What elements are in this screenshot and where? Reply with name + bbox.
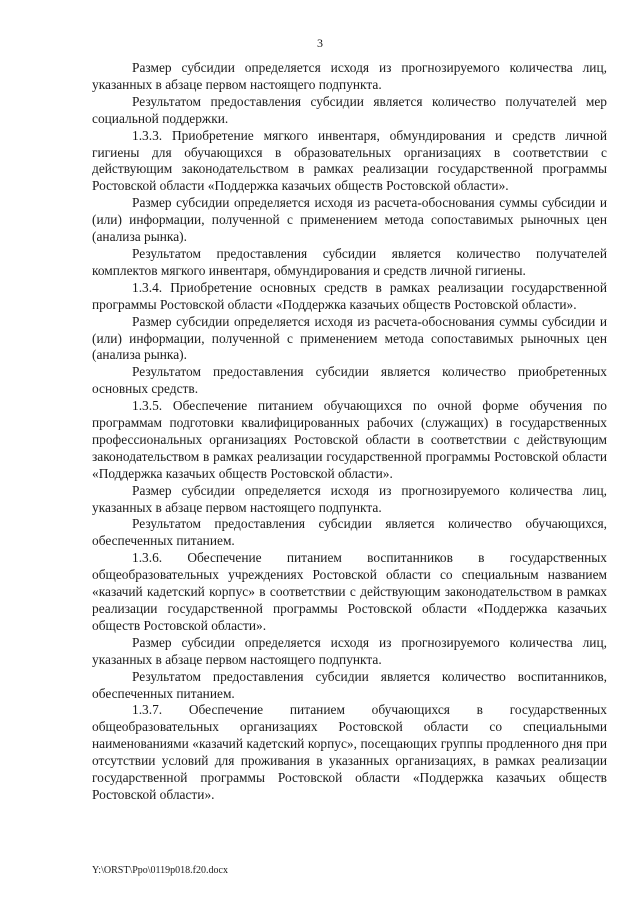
paragraph: Результатом предоставления субсидии является количество воспитанников, обеспеченных питанием. bbox=[92, 668, 607, 701]
paragraph: Результатом предоставления субсидии является количество получателей комплектов мягкого инвентаря, обмундирования и средств личной гигиены. bbox=[92, 245, 607, 278]
paragraph: Результатом предоставления субсидии является количество обучающихся, обеспеченных питанием. bbox=[92, 516, 607, 549]
paragraph: Размер субсидии определяется исходя из расчета-обоснования суммы субсидии и (или) информации, полученной с применением метода сопоставимых рыночных цен (анализа рынка). bbox=[92, 313, 607, 363]
paragraph-1-3-4: 1.3.4. Приобретение основных средств в рамках реализации государственной программы Ростовской области «Поддержка казачьих обществ Ростовской области». bbox=[92, 279, 607, 312]
file-path-footer: Y:\ORST\Ppo\0119p018.f20.docx bbox=[92, 865, 228, 876]
paragraph: Размер субсидии определяется исходя из прогнозируемого количества лиц, указанных в абзаце первом настоящего подпункта. bbox=[92, 482, 607, 515]
paragraph: Результатом предоставления субсидии является количество приобретенных основных средств. bbox=[92, 364, 607, 397]
paragraph: Результатом предоставления субсидии является количество получателей мер социальной поддержки. bbox=[92, 93, 607, 126]
paragraph-1-3-7: 1.3.7. Обеспечение питанием обучающихся в государственных общеобразовательных организациях Ростовской области со специальными наименованиями «казачий кадетский корпус», посещающих группы продленного дня при отсутствии условий для проживания в указанных организациях, в рамках реализации государственной программы Ростовской области «Поддержка казачьих обществ Ростовской области». bbox=[92, 702, 607, 802]
document-body bbox=[92, 60, 607, 804]
paragraph: Размер субсидии определяется исходя из расчета-обоснования суммы субсидии и (или) информации, полученной с применением метода сопоставимых рыночных цен (анализа рынка). bbox=[92, 195, 607, 245]
paragraph-1-3-3: 1.3.3. Приобретение мягкого инвентаря, обмундирования и средств личной гигиены для обучающихся в образовательных организациях в соответствии с действующим законодательством в рамках реализации государственной программы Ростовской области «Поддержка казачьих обществ Ростовской области». bbox=[92, 127, 607, 194]
paragraph-1-3-6: 1.3.6. Обеспечение питанием воспитанников в государственных общеобразовательных учреждениях Ростовской области со специальным названием «казачий кадетский корпус» в соответствии с действующим законодательством в рамках реализации государственной программы Ростовской области «Поддержка казачьих обществ Ростовской области». bbox=[92, 550, 607, 633]
paragraph: Размер субсидии определяется исходя из прогнозируемого количества лиц, указанных в абзаце первом настоящего подпункта. bbox=[92, 634, 607, 667]
paragraph: Размер субсидии определяется исходя из прогнозируемого количества лиц, указанных в абзаце первом настоящего подпункта. bbox=[92, 60, 607, 92]
page-number: 3 bbox=[317, 36, 323, 50]
paragraph-1-3-5: 1.3.5. Обеспечение питанием обучающихся по очной форме обучения по программам подготовки квалифицированных рабочих (служащих) в государственных профессиональных организациях Ростовской области в соответствии с действующим законодательством в рамках реализации государственной программы Ростовской области «Поддержка казачьих обществ Ростовской области». bbox=[92, 398, 607, 481]
